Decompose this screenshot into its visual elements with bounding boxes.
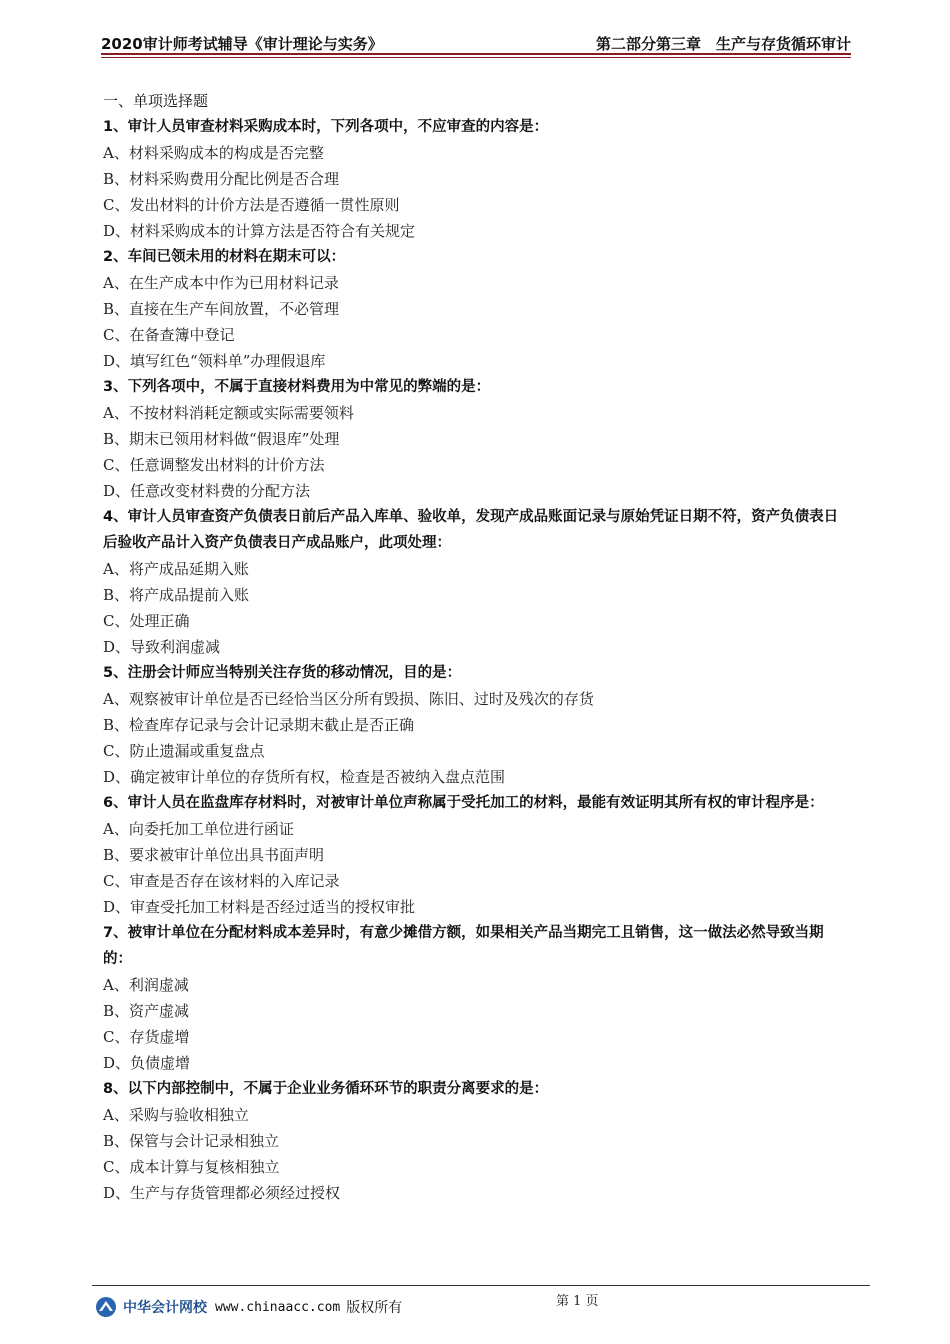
option-d: D、生产与存货管理都必须经过授权 <box>103 1184 341 1202</box>
option-a: A、不按材料消耗定额或实际需要领料 <box>103 404 354 422</box>
option-a: A、在生产成本中作为已用材料记录 <box>103 274 339 292</box>
header-rule-thin <box>101 57 851 58</box>
question-6 <box>103 790 851 920</box>
question-3 <box>103 374 851 504</box>
question-stem: 7、被审计单位在分配材料成本差异时，有意少摊借方额，如果相关产品当期完工且销售，这一做法必然导致当期的： <box>103 925 824 967</box>
option-c: C、成本计算与复核相独立 <box>103 1158 280 1176</box>
footer-brand <box>95 1296 402 1318</box>
question-stem: 6、审计人员在监盘库存材料时，对被审计单位声称属于受托加工的材料，最能有效证明其所有权的审计程序是： <box>103 795 824 811</box>
brand-name: 中华会计网校 <box>123 1300 207 1316</box>
question-5 <box>103 660 851 790</box>
question-stem: 2、车间已领未用的材料在期末可以： <box>103 249 346 265</box>
option-d: D、填写红色“领料单”办理假退库 <box>103 352 326 370</box>
page-number: 第 1 页 <box>556 1294 599 1309</box>
option-c: C、存货虚增 <box>103 1028 190 1046</box>
option-a: A、向委托加工单位进行函证 <box>103 820 294 838</box>
question-stem: 3、下列各项中，不属于直接材料费用为中常见的弊端的是： <box>103 379 491 395</box>
option-a: A、观察被审计单位是否已经恰当区分所有毁损、陈旧、过时及残次的存货 <box>103 690 594 708</box>
option-d: D、导致利润虚减 <box>103 638 221 656</box>
option-b: B、资产虚减 <box>103 1002 190 1020</box>
option-d: D、审查受托加工材料是否经过适当的授权审批 <box>103 898 416 916</box>
option-b: B、直接在生产车间放置，不必管理 <box>103 300 340 318</box>
website-link[interactable]: www.chinaacc.com <box>215 1299 341 1315</box>
copyright-text: 版权所有 <box>346 1300 403 1316</box>
question-1 <box>103 114 851 244</box>
option-b: B、材料采购费用分配比例是否合理 <box>103 170 340 188</box>
option-d: D、确定被审计单位的存货所有权，检查是否被纳入盘点范围 <box>103 768 506 786</box>
question-7 <box>103 920 851 1076</box>
option-a: A、将产成品延期入账 <box>103 560 249 578</box>
question-stem: 4、审计人员审查资产负债表日前后产品入库单、验收单，发现产成品账面记录与原始凭证日期不符，资产负债表日后验收产品计入资产负债表日产成品账户，此项处理： <box>103 509 839 551</box>
question-stem: 5、注册会计师应当特别关注存货的移动情况，目的是： <box>103 665 462 681</box>
option-d: D、任意改变材料费的分配方法 <box>103 482 311 500</box>
question-stem: 8、以下内部控制中，不属于企业业务循环环节的职责分离要求的是： <box>103 1081 549 1097</box>
option-a: A、材料采购成本的构成是否完整 <box>103 144 324 162</box>
question-4 <box>103 504 851 660</box>
option-b: B、保管与会计记录相独立 <box>103 1132 280 1150</box>
option-b: B、检查库存记录与会计记录期末截止是否正确 <box>103 716 415 734</box>
option-b: B、期末已领用材料做“假退库”处理 <box>103 430 340 448</box>
question-8 <box>103 1076 851 1206</box>
option-a: A、利润虚减 <box>103 976 189 994</box>
chinaacc-logo-icon <box>95 1296 117 1318</box>
option-b: B、将产成品提前入账 <box>103 586 250 604</box>
option-c: C、审查是否存在该材料的入库记录 <box>103 872 340 890</box>
option-a: A、采购与验收相独立 <box>103 1106 249 1124</box>
option-d: D、负债虚增 <box>103 1054 191 1072</box>
question-stem: 1、审计人员审查材料采购成本时，下列各项中，不应审查的内容是： <box>103 119 549 135</box>
option-c: C、处理正确 <box>103 612 190 630</box>
question-2 <box>103 244 851 374</box>
header-rule <box>101 53 851 55</box>
header-right-title: 第二部分第三章 生产与存货循环审计 <box>595 35 851 53</box>
option-c: C、在备查簿中登记 <box>103 326 235 344</box>
option-c: C、防止遗漏或重复盘点 <box>103 742 265 760</box>
footer-rule <box>92 1285 870 1286</box>
option-c: C、任意调整发出材料的计价方法 <box>103 456 325 474</box>
page-header <box>101 31 851 53</box>
option-d: D、材料采购成本的计算方法是否符合有关规定 <box>103 222 416 240</box>
header-left-title: 2020审计师考试辅导《审计理论与实务》 <box>101 35 383 53</box>
option-b: B、要求被审计单位出具书面声明 <box>103 846 325 864</box>
question-list <box>103 88 851 1206</box>
section-title: 一、单项选择题 <box>103 92 209 110</box>
option-c: C、发出材料的计价方法是否遵循一贯性原则 <box>103 196 400 214</box>
